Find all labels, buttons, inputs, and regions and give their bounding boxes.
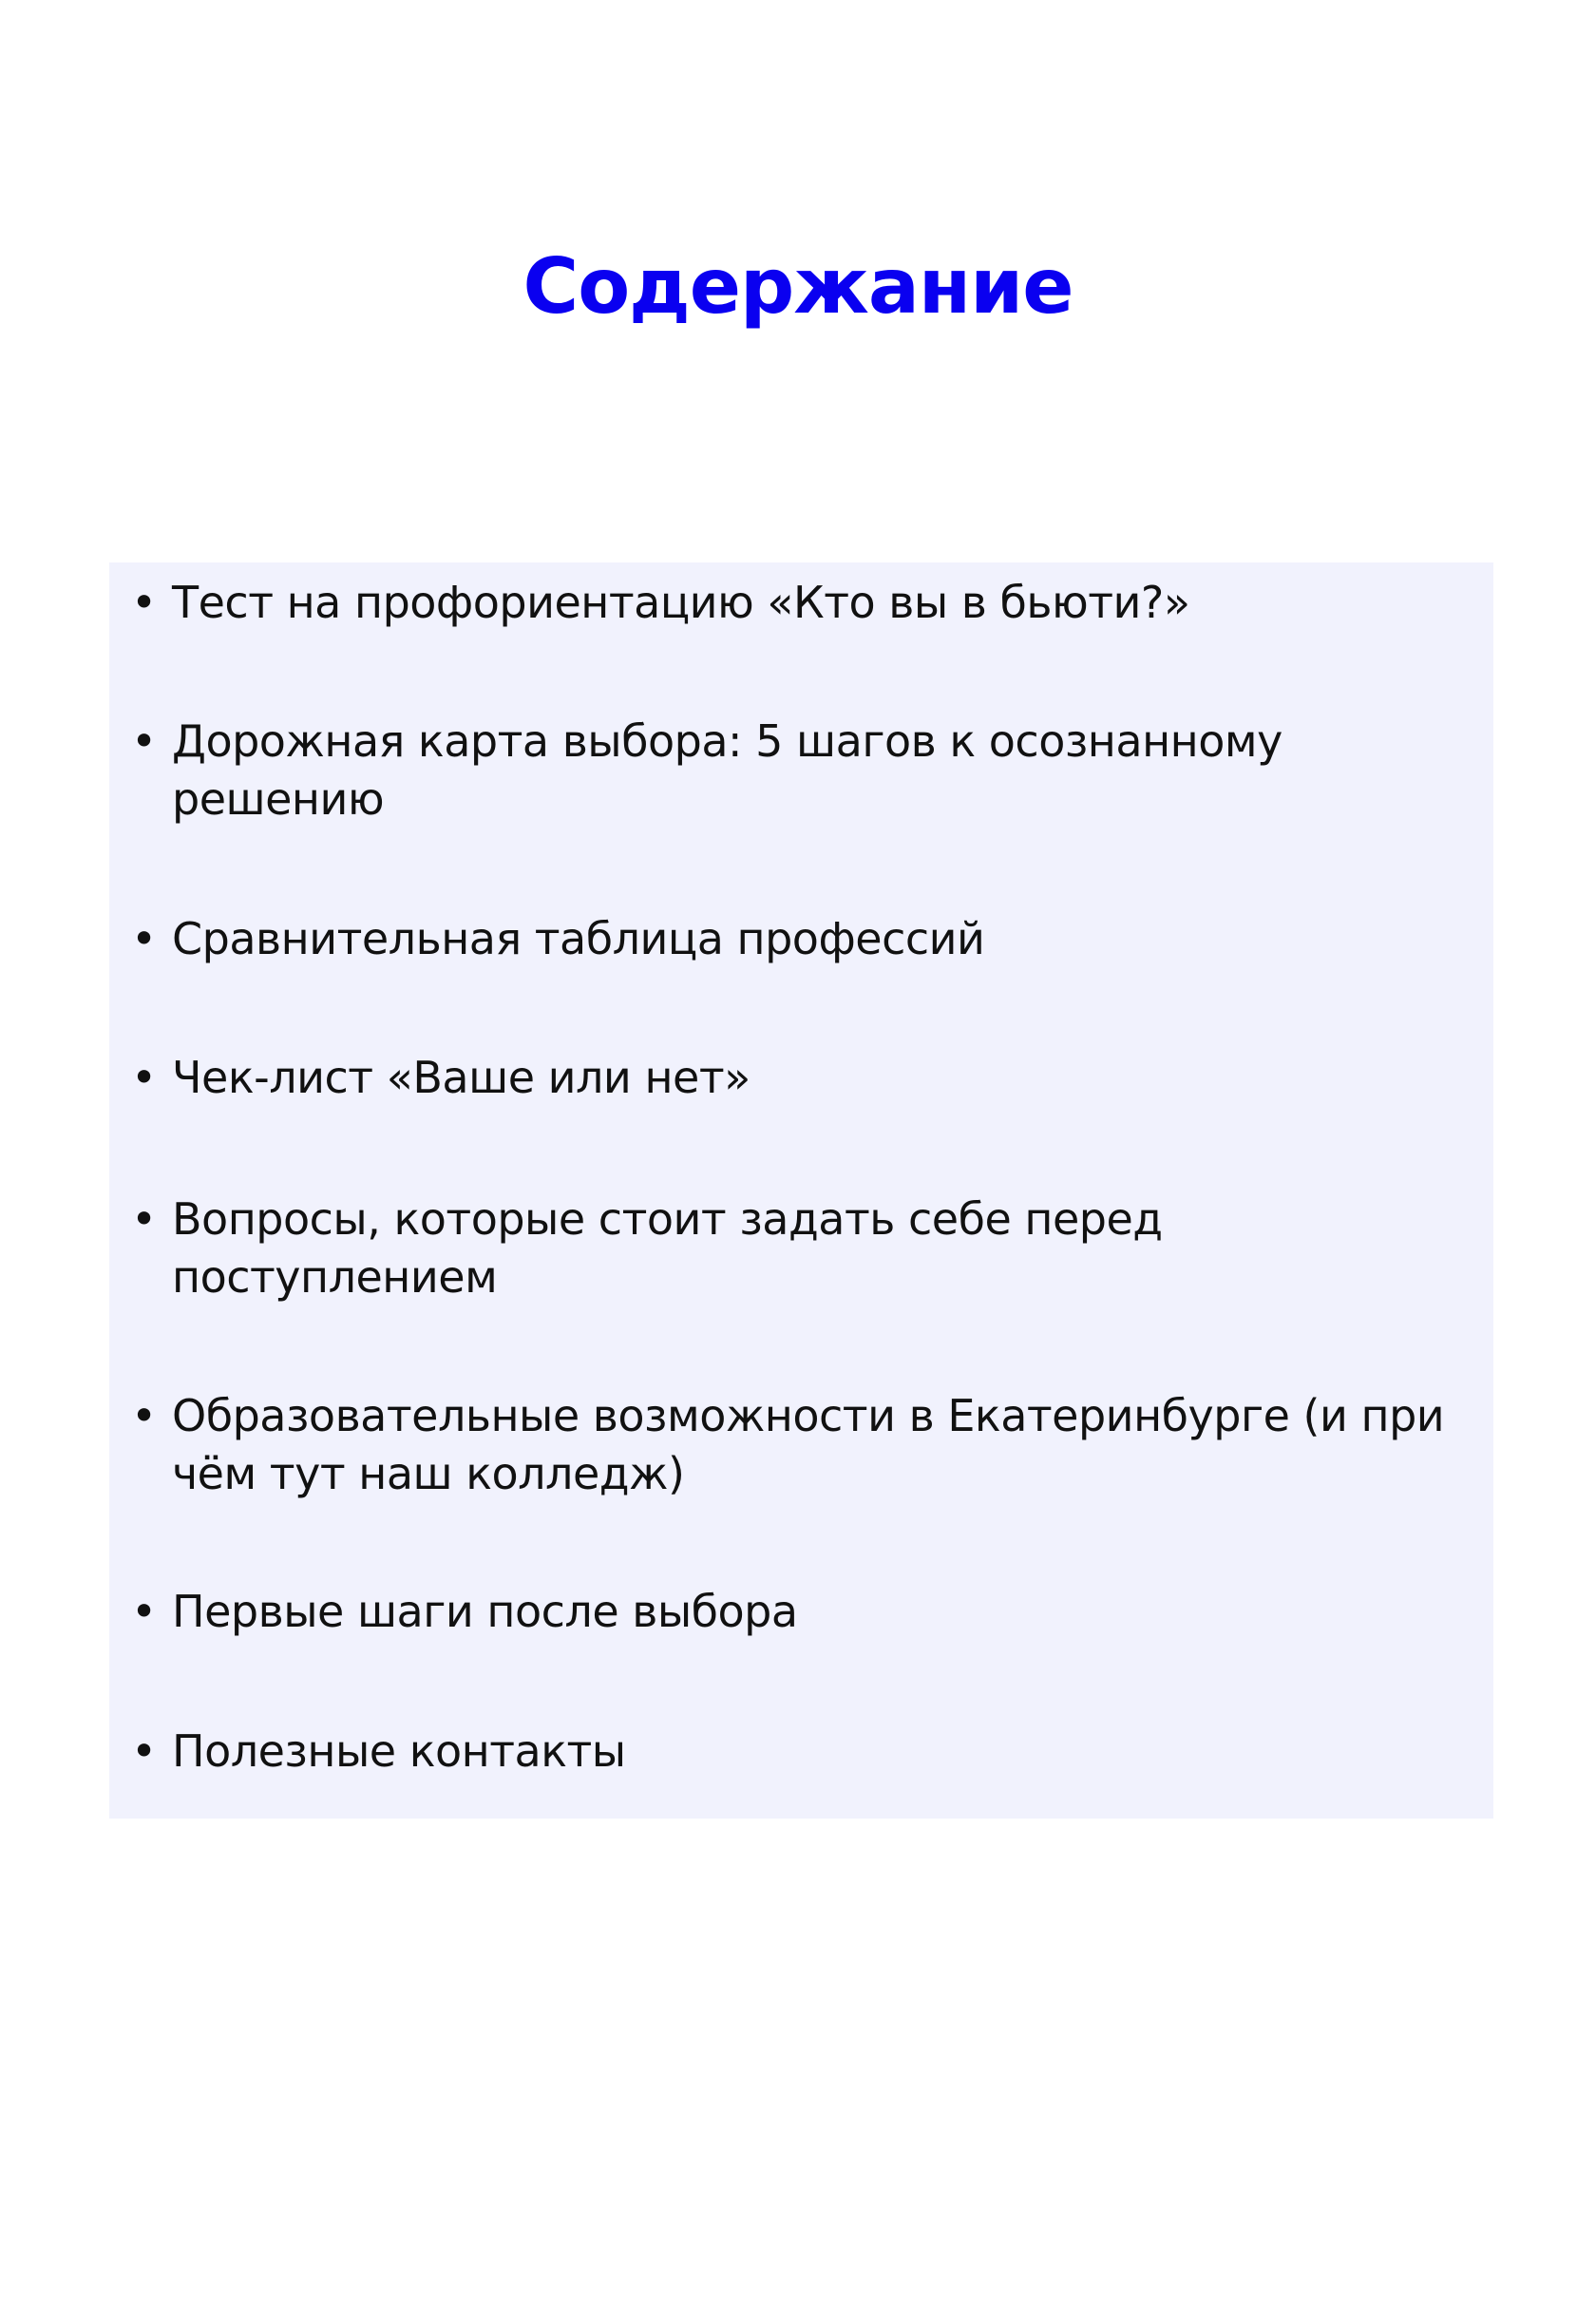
toc-item-label: Чек-лист «Ваше или нет» — [172, 1052, 750, 1103]
table-of-contents — [109, 562, 1493, 1819]
toc-item-label: Образовательные возможности в Екатеринбурге (и при чём тут наш колледж) — [172, 1390, 1445, 1499]
bullet-icon: • — [131, 1390, 158, 1441]
toc-item-first-steps — [109, 1583, 1493, 1641]
toc-item-label: Полезные контакты — [172, 1725, 626, 1777]
bullet-icon: • — [131, 1725, 158, 1777]
bullet-icon: • — [131, 913, 158, 964]
bullet-icon: • — [131, 715, 158, 767]
toc-item-label: Дорожная карта выбора: 5 шагов к осознанному решению — [172, 715, 1282, 825]
bullet-icon: • — [131, 1052, 158, 1103]
toc-item-contacts — [109, 1723, 1493, 1781]
bullet-icon: • — [131, 1586, 158, 1637]
toc-item-checklist — [109, 1049, 1493, 1107]
page-title: Содержание — [522, 242, 1074, 331]
toc-item-label: Первые шаги после выбора — [172, 1586, 798, 1637]
toc-item-questions — [109, 1191, 1493, 1306]
toc-item-education-opportunities — [109, 1387, 1493, 1503]
bullet-icon: • — [131, 1193, 158, 1245]
toc-item-comparison-table — [109, 910, 1493, 968]
bullet-icon: • — [131, 577, 158, 628]
toc-item-roadmap — [109, 713, 1493, 829]
toc-item-label: Тест на профориентацию «Кто вы в бьюти?» — [172, 577, 1190, 628]
toc-item-label: Вопросы, которые стоит задать себе перед поступлением — [172, 1193, 1163, 1303]
toc-item-label: Сравнительная таблица профессий — [172, 913, 985, 964]
toc-item-profile-test — [109, 574, 1493, 632]
